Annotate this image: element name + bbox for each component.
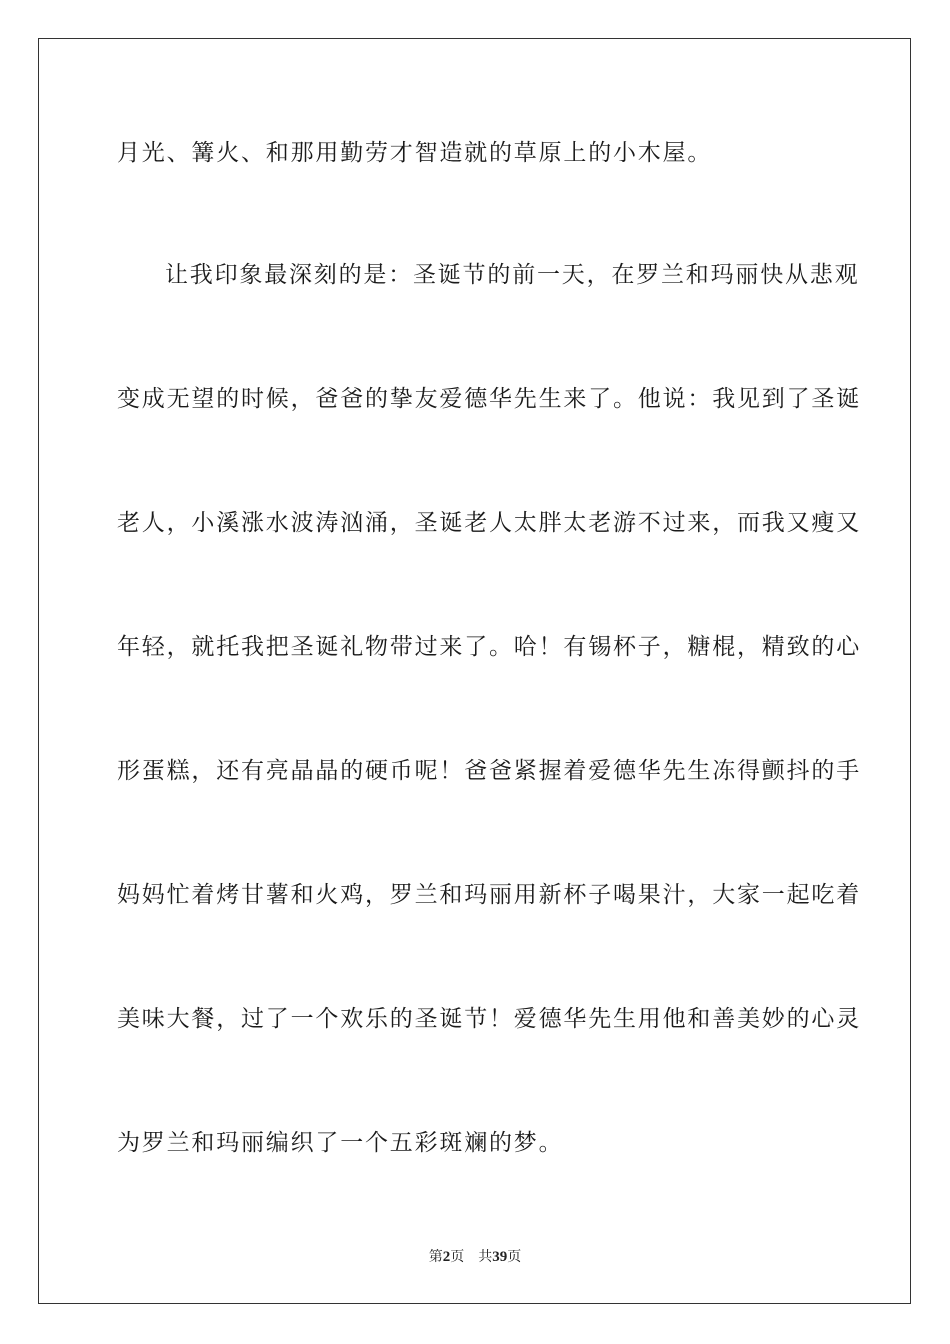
text-line-8: 美味大餐，过了一个欢乐的圣诞节！爱德华先生用他和善美妙的心灵 [117, 1006, 861, 1032]
footer-page-number: 2 [442, 1249, 451, 1265]
footer-page-prefix: 第 [428, 1249, 443, 1265]
text-line-5: 年轻，就托我把圣诞礼物带过来了。哈！有锡杯子，糖棍，精致的心 [117, 634, 861, 660]
footer-page-suffix: 页 [450, 1249, 465, 1265]
text-line-7: 妈妈忙着烤甘薯和火鸡，罗兰和玛丽用新杯子喝果汁，大家一起吃着 [117, 882, 861, 908]
footer-total-prefix: 共 [478, 1249, 493, 1265]
text-line-2: 让我印象最深刻的是：圣诞节的前一天，在罗兰和玛丽快从悲观 [165, 262, 860, 288]
text-line-1: 月光、篝火、和那用勤劳才智造就的草原上的小木屋。 [117, 140, 713, 166]
page-footer [0, 1248, 950, 1266]
page-border [38, 38, 911, 1304]
footer-total-suffix: 页 [507, 1249, 522, 1265]
text-line-4: 老人，小溪涨水波涛汹涌，圣诞老人太胖太老游不过来，而我又瘦又 [117, 510, 861, 536]
text-line-6: 形蛋糕，还有亮晶晶的硬币呢！爸爸紧握着爱德华先生冻得颤抖的手 [117, 758, 861, 784]
footer-total-pages: 39 [492, 1249, 508, 1265]
text-line-9: 为罗兰和玛丽编织了一个五彩斑斓的梦。 [117, 1130, 564, 1156]
text-line-3: 变成无望的时候，爸爸的挚友爱德华先生来了。他说：我见到了圣诞 [117, 386, 861, 412]
